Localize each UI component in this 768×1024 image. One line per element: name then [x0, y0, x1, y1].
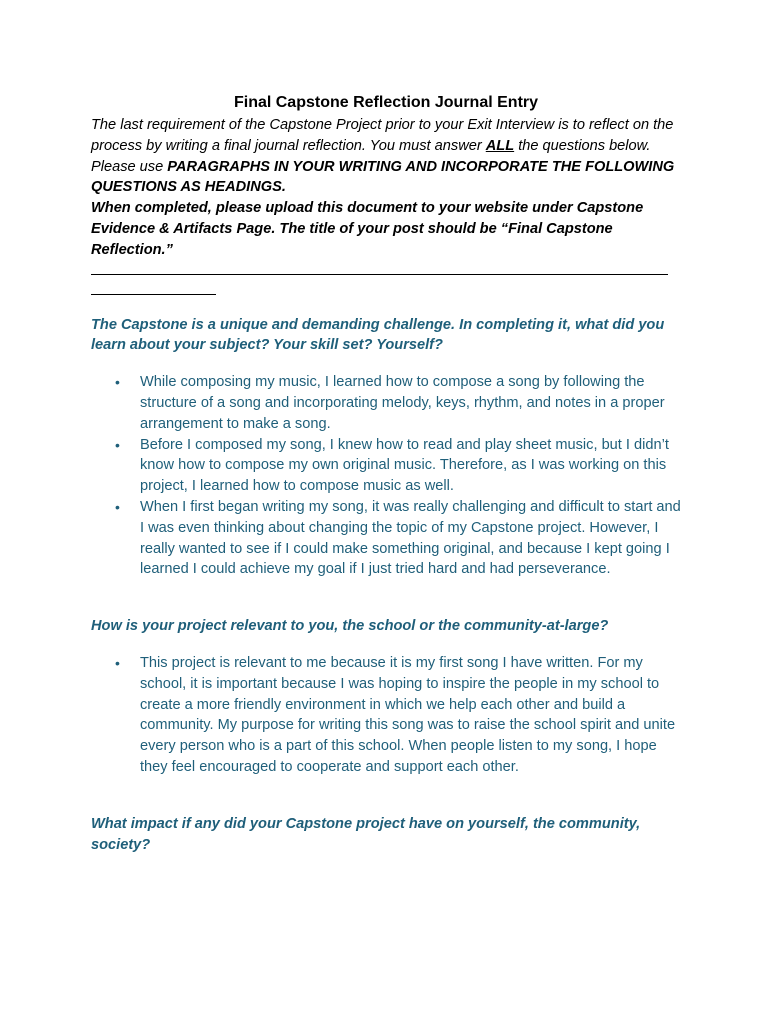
list-item [91, 653, 681, 778]
answer-list [91, 372, 681, 580]
document-title: Final Capstone Reflection Journal Entry [233, 94, 539, 111]
question-heading: How is your project relevant to you, the school or the community-at-large? [91, 618, 609, 635]
instructions-text: The last requirement of the Capstone Project prior to your Exit Interview is to reflect on the process by writing a final journal reflection. You must answer [91, 117, 674, 154]
bullet-icon: • [115, 436, 120, 453]
instructions [91, 115, 681, 261]
instructions-headings-note: PARAGRAPHS IN YOUR WRITING AND INCORPORATE THE FOLLOWING QUESTIONS AS HEADINGS. [91, 158, 675, 196]
bullet-icon: • [115, 498, 120, 515]
emphasis-all: ALL [485, 137, 515, 154]
section-1 [91, 315, 681, 581]
answer-list [91, 653, 681, 778]
instructions-paragraph-1 [91, 115, 681, 157]
bullet-icon: • [115, 654, 120, 671]
list-item [91, 497, 681, 580]
question-heading: What impact if any did your Capstone project have on yourself, the community, society? [91, 815, 641, 853]
answer-text: Before I composed my song, I knew how to read and play sheet music, but I didn’t know how to compose my own original music. Therefore, as I was working on this project, I learned how to compose music as well. [140, 436, 669, 495]
separator-line-1 [91, 261, 668, 275]
section-2 [91, 616, 681, 778]
answer-text: While composing my music, I learned how to compose a song by following the structure of a song and incorporating melody, keys, rhythm, and notes in a proper arrangement to make a song. [140, 374, 665, 432]
question-heading: The Capstone is a unique and demanding challenge. In completing it, what did you learn about your subject? Your skill set? Yourself? [91, 316, 665, 354]
list-item [91, 435, 681, 497]
bullet-icon: • [115, 374, 120, 391]
section-3 [91, 814, 681, 856]
answer-text: This project is relevant to me because it is my first song I have written. For my school, it is important because I was hoping to inspire the people in my school to create a more friendly environment in which we help each other and build a community. My purpose for writing this song was to raise the school spirit and unite every person who is a part of this school. When people listen to my song, I hope they feel encouraged to cooperate and support each other. [140, 654, 676, 775]
separator-line-2 [91, 275, 216, 295]
instructions-paragraph-3: When completed, please upload this document to your website under Capstone Evidence & Artifacts Page. The title of your post should be “Final Capstone Reflection.” [91, 200, 644, 258]
separator-rule [91, 261, 681, 295]
instructions-please-use: Please use [91, 158, 168, 175]
instructions-paragraph-2 [91, 157, 681, 199]
answer-text: When I first began writing my song, it was really challenging and difficult to start and I was even thinking about changing the topic of my Capstone project. However, I really wanted to see if I could make something original, and because I kept going I learned I could achieve my goal if I just tried hard and had perseverance. [140, 498, 681, 578]
document-page [91, 92, 681, 855]
list-item [91, 372, 681, 434]
instructions-text-end: the questions below. [514, 137, 651, 154]
